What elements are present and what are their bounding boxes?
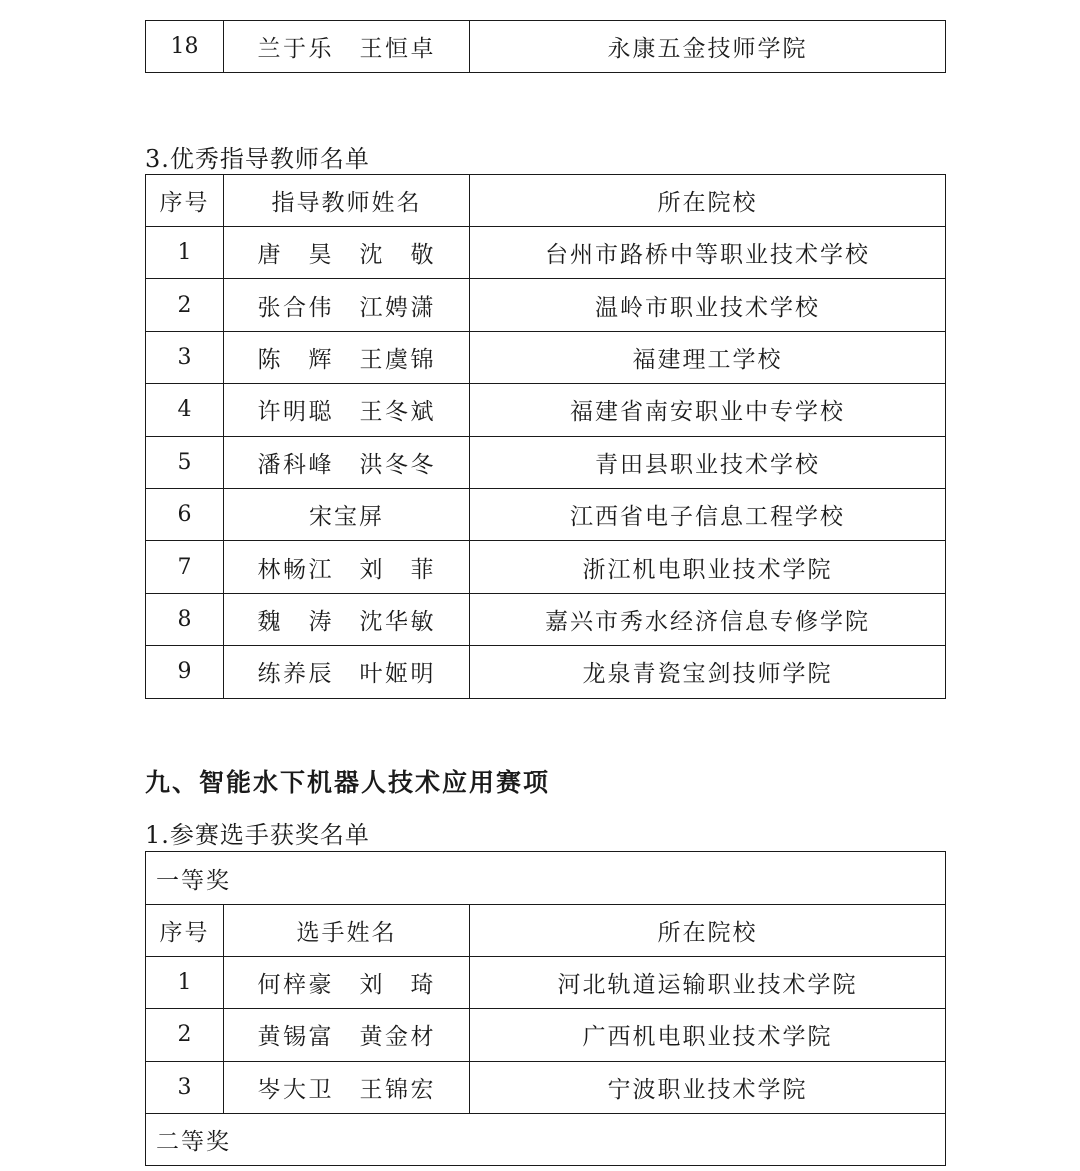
school-name: 浙江机电职业技术学院	[470, 541, 946, 593]
names-cell	[224, 488, 470, 540]
school-name: 福建省南安职业中专学校	[470, 384, 946, 436]
row-number: 9	[146, 646, 224, 698]
names-cell	[224, 957, 470, 1009]
table-header-row	[146, 175, 946, 227]
names-cell	[224, 541, 470, 593]
person-name: 王恒卓	[359, 36, 436, 62]
table-row	[146, 1009, 946, 1061]
names-cell	[224, 279, 470, 331]
table-row	[146, 541, 946, 593]
person-name: 王冬斌	[359, 399, 436, 426]
table-row	[146, 331, 946, 383]
teachers-table	[145, 174, 946, 699]
names-cell	[224, 384, 470, 436]
prize-row-first	[146, 852, 946, 905]
person-name: 宋宝屏	[309, 504, 384, 531]
names-cell	[224, 593, 470, 645]
row-number: 1	[146, 227, 224, 279]
person-name: 王锦宏	[359, 1076, 436, 1103]
person-name: 沈华敏	[359, 608, 436, 635]
row-number: 2	[146, 1009, 224, 1061]
section-heading-teachers: 3.优秀指导教师名单	[145, 145, 370, 173]
row-number: 5	[146, 436, 224, 488]
person-name: 林畅江	[257, 556, 334, 583]
school-name: 河北轨道运输职业技术学院	[470, 957, 946, 1009]
person-name: 刘 菲	[359, 556, 436, 583]
person-name: 江娉潇	[359, 294, 436, 321]
names-cell	[224, 1061, 470, 1113]
person-name: 唐 昊	[257, 242, 334, 269]
header-names: 选手姓名	[224, 905, 470, 957]
header-no: 序号	[146, 905, 224, 957]
person-name: 叶姬明	[359, 661, 436, 688]
row-number: 7	[146, 541, 224, 593]
school-name: 永康五金技师学院	[470, 21, 946, 73]
table-row	[146, 593, 946, 645]
school-name: 台州市路桥中等职业技术学校	[470, 227, 946, 279]
names-cell	[224, 646, 470, 698]
row-number: 2	[146, 279, 224, 331]
person-name: 岑大卫	[257, 1076, 334, 1103]
person-name: 魏 涛	[257, 608, 334, 635]
person-name: 沈 敬	[359, 242, 436, 269]
section-heading-winners: 1.参赛选手获奖名单	[145, 821, 370, 849]
table-row	[146, 957, 946, 1009]
names-cell	[224, 331, 470, 383]
second-prize-label: 二等奖	[146, 1113, 946, 1165]
school-name: 江西省电子信息工程学校	[470, 488, 946, 540]
table-row	[146, 227, 946, 279]
row-number: 3	[146, 1061, 224, 1113]
row-number: 3	[146, 331, 224, 383]
person-name: 王虞锦	[359, 346, 436, 373]
table-row	[146, 1061, 946, 1113]
names-cell	[224, 1009, 470, 1061]
school-name: 嘉兴市秀水经济信息专修学院	[470, 593, 946, 645]
table-row	[146, 436, 946, 488]
event-title: 九、智能水下机器人技术应用赛项	[145, 768, 551, 797]
school-name: 青田县职业技术学校	[470, 436, 946, 488]
person-name: 刘 琦	[359, 972, 436, 999]
row-number: 6	[146, 488, 224, 540]
person-name: 许明聪	[257, 399, 334, 426]
person-name: 潘科峰	[257, 451, 334, 478]
prize-row-second	[146, 1113, 946, 1165]
person-name: 兰于乐	[257, 36, 334, 62]
school-name: 福建理工学校	[470, 331, 946, 383]
person-name: 黄金材	[359, 1024, 436, 1051]
school-name: 宁波职业技术学院	[470, 1061, 946, 1113]
school-name: 龙泉青瓷宝剑技师学院	[470, 646, 946, 698]
row-number: 1	[146, 957, 224, 1009]
row-number: 18	[146, 21, 224, 73]
person-name: 洪冬冬	[359, 451, 436, 478]
header-school: 所在院校	[470, 905, 946, 957]
previous-award-table	[145, 20, 946, 73]
person-name: 何梓豪	[257, 972, 334, 999]
table-row	[146, 646, 946, 698]
person-name: 张合伟	[257, 294, 334, 321]
table-header-row	[146, 905, 946, 957]
header-no: 序号	[146, 175, 224, 227]
table-row	[146, 488, 946, 540]
row-number: 4	[146, 384, 224, 436]
names-cell	[224, 436, 470, 488]
table-row	[146, 21, 946, 73]
person-name: 练养辰	[257, 661, 334, 688]
names-cell	[224, 227, 470, 279]
first-prize-label: 一等奖	[146, 852, 946, 905]
table-row	[146, 384, 946, 436]
table-row	[146, 279, 946, 331]
row-number: 8	[146, 593, 224, 645]
school-name: 广西机电职业技术学院	[470, 1009, 946, 1061]
person-name: 黄锡富	[257, 1024, 334, 1051]
winners-table	[145, 851, 946, 1166]
header-names: 指导教师姓名	[224, 175, 470, 227]
school-name: 温岭市职业技术学校	[470, 279, 946, 331]
header-school: 所在院校	[470, 175, 946, 227]
person-name: 陈 辉	[257, 346, 334, 373]
names-cell	[224, 21, 470, 73]
